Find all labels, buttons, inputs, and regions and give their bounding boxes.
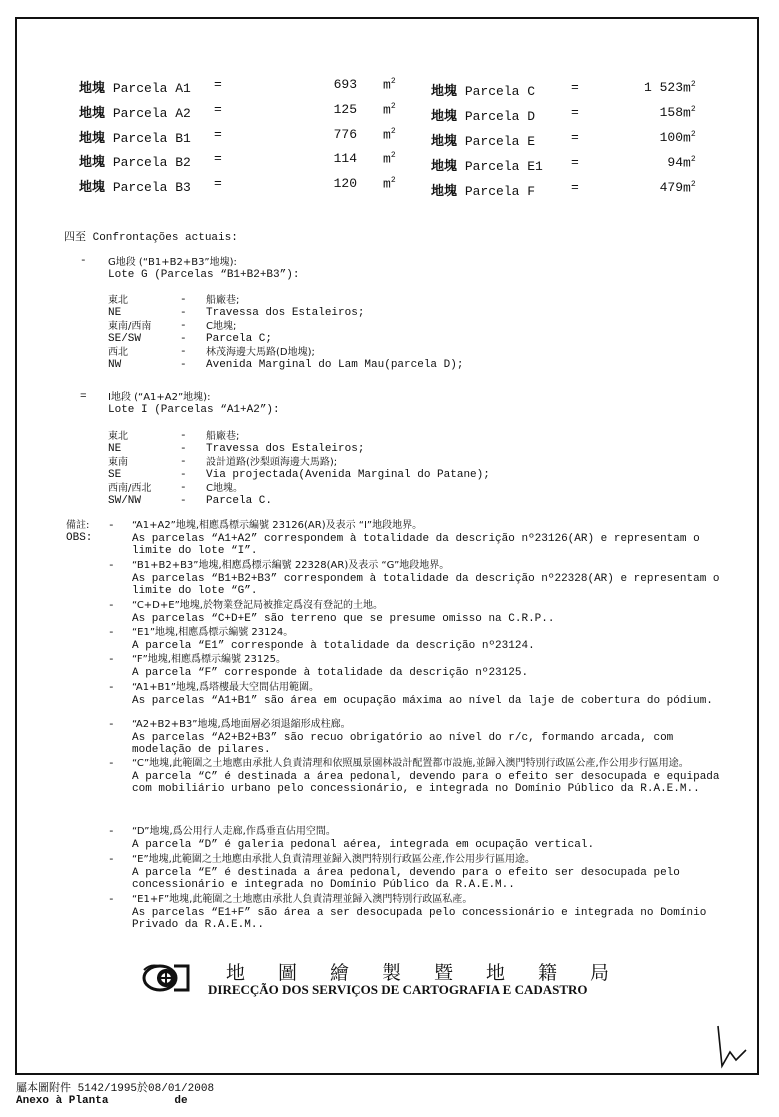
note-zh: “C”地塊,此範圍之土地應由承批人負責清理和依照風景園林設計配置都市設施,並歸入澳門特別行政區公產,作公用步行區用途。 [132, 758, 689, 769]
parcel-area-unit: $m^2$ [683, 105, 696, 121]
confrontation-desc: Via projectada(Avenida Marginal do Patane); [206, 469, 490, 481]
obs-note [108, 627, 732, 652]
note-pt: As parcelas “A2+B2+B3” são recuo obrigatório ao nível do r/c, formando arcada, com modelação de pilares. [132, 731, 674, 756]
obs-note [108, 560, 732, 598]
obs-label-pt: OBS: [66, 532, 93, 544]
parcel-area-value: 100 [659, 130, 683, 145]
obs-label [66, 520, 92, 544]
obs-note [108, 854, 732, 892]
annex-date-prefix: 於 [137, 1081, 149, 1094]
parcel-area-unit: $m^2$ [683, 155, 696, 171]
direction: SE [108, 469, 122, 481]
note-dash: - [108, 854, 115, 866]
separator-dash: - [180, 307, 187, 319]
annex-note [16, 1082, 214, 1107]
note-zh: “E”地塊,此範圍之土地應由承批人負責清理並歸入澳門特別行政區公產,作公用步行區用途。 [132, 854, 536, 865]
separator-dash: - [180, 359, 187, 371]
note-zh: “A2+B2+B3”地塊,爲地面層必須退縮形成柱廊。 [132, 719, 351, 730]
parcel-area-value: 479 [659, 180, 683, 195]
annex-label-pt: Anexo à Planta [16, 1095, 109, 1107]
note-dash: - [108, 826, 115, 838]
separator-dash: - [180, 456, 187, 468]
parcel-equals: = [571, 180, 579, 195]
parcel-name: Parcela A1 [112, 81, 191, 96]
obs-note [108, 758, 732, 796]
parcel-row [79, 77, 399, 97]
note-pt: A parcela “E” é destinada a área pedonal, devendo para o efeito ser desocupada pelo concessionário e integrada no Domínio Público da R.A.E.M.. [132, 866, 680, 891]
parcel-zh-label: 地塊 [79, 180, 106, 195]
parcel-row [431, 180, 751, 200]
note-pt: A parcela “E1” corresponde à totalidade da descrição nº23124. [132, 639, 535, 652]
confrontation-desc: C地塊; [206, 321, 237, 332]
direction: NW [108, 359, 122, 371]
confrontation-desc: C地塊。 [206, 483, 243, 494]
confrontation-desc: Parcela C; [206, 333, 273, 345]
lot-g-title-pt: Lote G (Parcelas “B1+B2+B3”): [108, 269, 300, 281]
note-zh: “E1+F”地塊,此範圍之土地應由承批人負責清理並歸入澳門特別行政區私產。 [132, 894, 473, 905]
confrontation-row [108, 430, 588, 443]
confrontation-desc: Avenida Marginal do Lam Mau(parcela D); [206, 359, 464, 371]
parcel-area-value: 158 [659, 105, 683, 120]
note-zh: “A1+A2”地塊,相應爲標示編號 23126(AR)及表示 “I”地段地界。 [132, 520, 423, 531]
parcel-zh-label: 地塊 [431, 84, 458, 99]
parcel-row [79, 176, 399, 196]
obs-note [108, 826, 732, 851]
obs-note [108, 719, 732, 757]
section-title: 四至 Confrontações actuais: [64, 232, 238, 244]
parcel-equals: = [571, 155, 579, 170]
confrontation-row [108, 456, 588, 469]
footer-agency-pt: DIRECÇÃO DOS SERVIÇOS DE CARTOGRAFIA E CADASTRO [208, 982, 588, 997]
note-zh: “D”地塊,爲公用行人走廊,作爲垂直佔用空間。 [132, 826, 336, 837]
note-dash: - [108, 758, 115, 770]
note-dash: - [108, 560, 115, 572]
annex-date-label-pt: de [174, 1095, 188, 1107]
direction: 東北 [108, 295, 128, 306]
confrontation-row [108, 359, 588, 372]
confrontation-desc: 林茂海邊大馬路(D地塊); [206, 347, 315, 358]
note-pt: A parcela “D” é galeria pedonal aérea, integrada em ocupação vertical. [132, 838, 595, 851]
confrontation-row [108, 482, 588, 495]
parcel-name: Parcela B3 [112, 180, 191, 195]
note-dash: - [108, 600, 115, 612]
lot-i-heading [108, 391, 280, 417]
note-pt: As parcelas “A1+B1” são área em ocupação máxima ao nível da laje de cobertura do pódium. [132, 694, 713, 707]
obs-note [108, 654, 732, 679]
parcel-area-value: 1 523 [643, 80, 683, 95]
obs-note [108, 894, 732, 932]
parcel-name: Parcela B2 [112, 155, 191, 170]
obs-note [108, 600, 732, 625]
parcel-area-unit: $m^2$ [383, 102, 396, 118]
parcel-zh-label: 地塊 [431, 109, 458, 124]
parcel-equals: = [214, 77, 222, 92]
confrontation-row [108, 495, 588, 508]
parcel-row [431, 155, 751, 175]
parcel-equals: = [571, 80, 579, 95]
direction: 西南/西北 [108, 483, 152, 494]
direction: 西北 [108, 347, 128, 358]
parcel-row [431, 80, 751, 100]
note-dash: - [108, 894, 115, 906]
parcel-equals: = [214, 102, 222, 117]
annex-number: 5142/1995 [77, 1083, 138, 1095]
parcel-name: Parcela B1 [112, 131, 191, 146]
parcel-row [431, 130, 751, 150]
direction: SE/SW [108, 333, 142, 345]
note-zh: “F”地塊,相應爲標示編號 23125。 [132, 654, 286, 665]
parcel-area-value: 693 [333, 77, 357, 92]
parcel-equals: = [571, 105, 579, 120]
obs-note [108, 682, 732, 707]
confrontation-desc: 船廠巷; [206, 295, 240, 306]
parcel-row [79, 102, 399, 122]
parcel-area-unit: $m^2$ [683, 180, 696, 196]
obs-label-zh: 備註: [66, 520, 90, 531]
separator-dash: - [180, 443, 187, 455]
parcel-name: Parcela E1 [464, 159, 543, 174]
separator-dash: - [180, 320, 187, 332]
separator-dash: - [180, 294, 187, 306]
separator-dash: - [180, 346, 187, 358]
parcel-equals: = [214, 127, 222, 142]
parcel-name: Parcela C [464, 84, 536, 99]
parcel-zh-label: 地塊 [79, 81, 106, 96]
parcel-zh-label: 地塊 [79, 106, 106, 121]
direction: NE [108, 307, 122, 319]
confrontation-desc: Travessa dos Estaleiros; [206, 443, 365, 455]
confrontation-row [108, 320, 588, 333]
parcel-zh-label: 地塊 [431, 184, 458, 199]
parcel-name: Parcela F [464, 184, 536, 199]
confrontation-row [108, 307, 588, 320]
note-zh: “C+D+E”地塊,於物業登記局被推定爲沒有登記的土地。 [132, 600, 383, 611]
separator-dash: - [180, 495, 187, 507]
note-pt: As parcelas “A1+A2” correspondem à totalidade da descrição nº23126(AR) e representam o limite do lote “I”. [132, 532, 700, 557]
parcel-name: Parcela D [464, 109, 536, 124]
parcel-name: Parcela A2 [112, 106, 191, 121]
note-dash: - [108, 682, 115, 694]
separator-dash: - [180, 469, 187, 481]
note-zh: “A1+B1”地塊,爲塔樓最大空間佔用範圍。 [132, 682, 320, 693]
annex-label-zh: 屬本圖附件 [16, 1081, 71, 1094]
parcel-row [79, 127, 399, 147]
parcel-area-value: 120 [333, 176, 357, 191]
separator-dash: - [180, 430, 187, 442]
parcel-area-value: 114 [333, 151, 357, 166]
confrontation-row [108, 333, 588, 346]
confrontation-desc: Travessa dos Estaleiros; [206, 307, 365, 319]
parcel-area-unit: $m^2$ [383, 176, 396, 192]
parcel-area-unit: $m^2$ [383, 77, 396, 93]
note-dash: - [108, 627, 115, 639]
parcel-zh-label: 地塊 [79, 131, 106, 146]
parcel-row [79, 151, 399, 171]
direction: 東南 [108, 457, 128, 468]
note-dash: - [108, 520, 115, 532]
note-pt: As parcelas “C+D+E” são terreno que se presume omisso na C.R.P.. [132, 612, 555, 625]
confrontation-desc: 船廠巷; [206, 431, 240, 442]
confrontation-desc: 設計道路(沙梨頭海邊大馬路); [206, 457, 338, 468]
signature-mark-icon [712, 1022, 752, 1072]
direction: SW/NW [108, 495, 142, 507]
note-pt: As parcelas “E1+F” são área a ser desocupada pelo concessionário e integrada no Domínio Privado da R.A.E.M.. [132, 906, 707, 931]
parcel-area-value: 125 [333, 102, 357, 117]
note-zh: “E1”地塊,相應爲標示編號 23124。 [132, 627, 294, 638]
parcel-zh-label: 地塊 [431, 159, 458, 174]
parcel-area-unit: $m^2$ [383, 127, 396, 143]
parcel-area-unit: $m^2$ [383, 151, 396, 167]
parcel-area-unit: $m^2$ [683, 130, 696, 146]
lot-g-bullet: - [80, 255, 87, 267]
parcel-zh-label: 地塊 [431, 134, 458, 149]
direction: 東南/西南 [108, 321, 152, 332]
separator-dash: - [180, 333, 187, 345]
parcel-row [431, 105, 751, 125]
confrontation-row [108, 346, 588, 359]
parcel-equals: = [214, 151, 222, 166]
parcel-area-value: 776 [333, 127, 357, 142]
note-zh: “B1+B2+B3”地塊,相應爲標示編號 22328(AR)及表示 “G”地段地界。 [132, 560, 450, 571]
parcel-equals: = [214, 176, 222, 191]
note-pt: A parcela “C” é destinada a área pedonal, devendo para o efeito ser desocupada e equipada com mobiliário urbano pelo concessionário, e integrada no Domínio Público da R.A.E.M.. [132, 770, 720, 795]
lot-i-title-pt: Lote I (Parcelas “A1+A2”): [108, 404, 280, 416]
parcel-equals: = [571, 130, 579, 145]
parcel-area-unit: $m^2$ [683, 80, 696, 96]
parcel-name: Parcela E [464, 134, 536, 149]
parcel-area-value: 94 [667, 155, 683, 170]
note-dash: - [108, 654, 115, 666]
lot-i-title-zh: I地段 (“A1+A2”地塊): [108, 392, 211, 403]
lot-g-heading [108, 256, 299, 282]
parcel-zh-label: 地塊 [79, 155, 106, 170]
cartography-logo-icon [140, 960, 192, 996]
direction: NE [108, 443, 122, 455]
direction: 東北 [108, 431, 128, 442]
lot-g-title-zh: G地段 (“B1+B2+B3”地塊): [108, 257, 237, 268]
annex-date: 08/01/2008 [148, 1083, 215, 1095]
confrontation-row [108, 294, 588, 307]
note-pt: A parcela “F” corresponde à totalidade da descrição nº23125. [132, 666, 529, 679]
note-dash: - [108, 719, 115, 731]
confrontation-row [108, 469, 588, 482]
confrontation-row [108, 443, 588, 456]
separator-dash: - [180, 482, 187, 494]
obs-note [108, 520, 732, 558]
confrontation-desc: Parcela C. [206, 495, 273, 507]
lot-i-bullet: = [80, 391, 87, 403]
note-pt: As parcelas “B1+B2+B3” correspondem à totalidade da descrição nº22328(AR) e representam o limite do lote “G”. [132, 572, 720, 597]
footer-agency-zh: 地圖繪製暨地籍局 [226, 962, 643, 984]
